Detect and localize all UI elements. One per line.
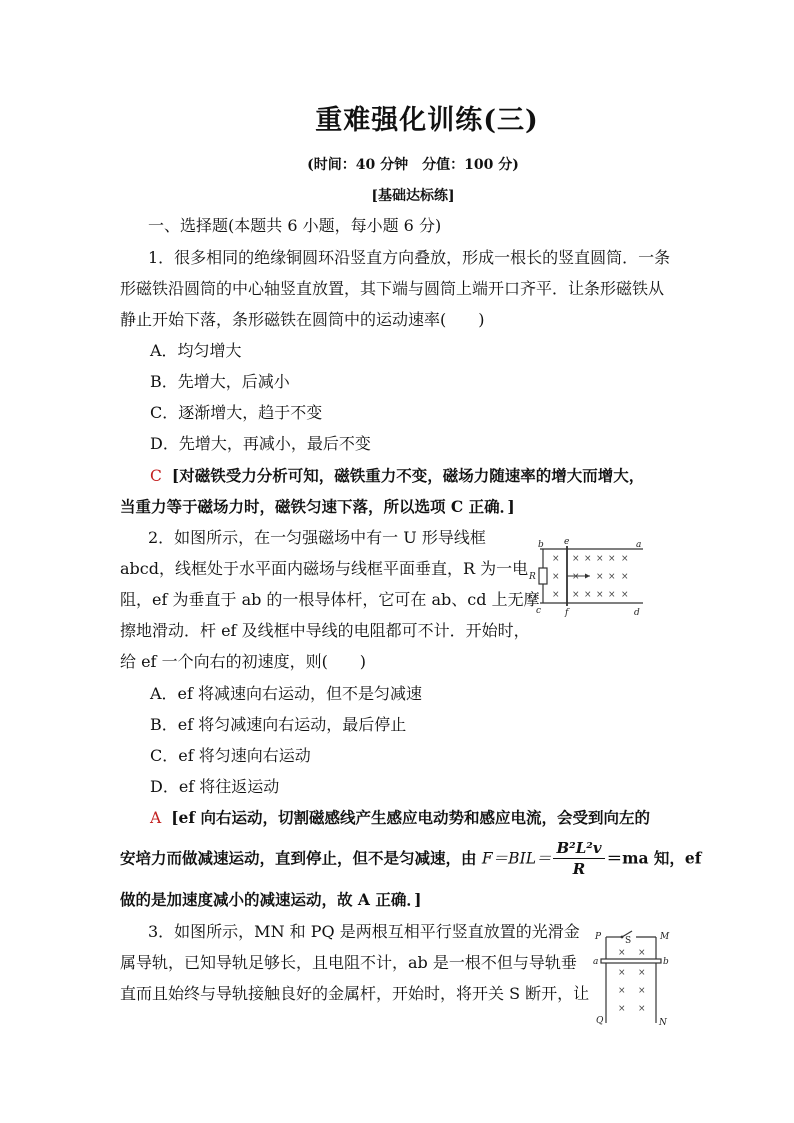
svg-text:×: ×	[608, 590, 616, 600]
page-title: 重难强化训练(三)	[315, 105, 539, 136]
q1-explanation-1: [对磁铁受力分析可知，磁铁重力不变，磁场力随速率的增大而增大，	[171, 466, 645, 485]
svg-text:×: ×	[618, 986, 626, 996]
label-b: b	[663, 957, 669, 967]
q2-line-1: 2．如图所示，在一匀强磁场中有一 U 形导线框	[148, 528, 486, 547]
q3-line-1: 3．如图所示，MN 和 PQ 是两根互相平行竖直放置的光滑金	[148, 922, 580, 941]
svg-text:×: ×	[621, 590, 629, 600]
rod-ab	[601, 959, 661, 963]
label-b: b	[538, 540, 544, 550]
svg-text:×: ×	[638, 1004, 646, 1014]
q2-line-3: 阻，ef 为垂直于 ab 的一根导体杆，它可在 ab、cd 上无摩	[120, 590, 540, 609]
svg-text:×: ×	[638, 948, 646, 958]
switch-pivot	[621, 936, 624, 939]
label-m: M	[660, 932, 670, 942]
q3-line-2: 属导轨，已知导轨足够长，且电阻不计，ab 是一根不但与导轨垂	[120, 953, 577, 972]
label-a: a	[636, 540, 642, 550]
label-s: S	[625, 936, 632, 946]
q2-line-5: 给 ef 一个向右的初速度，则( )	[120, 652, 367, 671]
svg-text:×: ×	[618, 1004, 626, 1014]
q3-rails-figure	[592, 925, 676, 1031]
q1-option-a: A．均匀增大	[150, 341, 242, 360]
svg-text:×: ×	[552, 590, 560, 600]
label-q: Q	[596, 1016, 604, 1026]
svg-text:×: ×	[621, 554, 629, 564]
q1-option-c: C．逐渐增大，趋于不变	[150, 403, 323, 422]
q2-line-2: abcd，线框处于水平面内磁场与线框平面垂直，R 为一电	[120, 559, 529, 578]
q1-explanation-2: 当重力等于磁场力时，磁铁匀速下落，所以选项 C 正确．]	[120, 497, 515, 516]
svg-text:×: ×	[584, 554, 592, 564]
svg-text:×: ×	[608, 554, 616, 564]
label-c: c	[536, 606, 542, 616]
label-f: f	[565, 608, 569, 618]
q2-option-d: D．ef 将往返运动	[150, 777, 280, 796]
svg-text:×: ×	[638, 986, 646, 996]
svg-text:×: ×	[572, 590, 580, 600]
svg-text:×: ×	[618, 968, 626, 978]
svg-text:×: ×	[596, 572, 604, 582]
label-r: R	[529, 572, 536, 582]
label-e: e	[564, 537, 570, 547]
svg-text:×: ×	[638, 968, 646, 978]
formula-lhs: F＝BIL＝	[481, 849, 552, 868]
q2-option-c: C．ef 将匀速向右运动	[150, 746, 311, 765]
q2-explanation-3: 做的是加速度减小的减速运动，故 A 正确．]	[120, 890, 422, 909]
svg-text:×: ×	[552, 554, 560, 564]
q2-explanation-1: [ef 向右运动，切割磁感线产生感应电动势和感应电流，会受到向左的	[171, 808, 650, 827]
svg-text:×: ×	[572, 554, 580, 564]
formula-fraction	[553, 838, 604, 879]
svg-text:×: ×	[618, 948, 626, 958]
q2-answer-letter: A	[150, 809, 162, 827]
q2-explanation-2-text: 安培力而做减速运动，直到停止，但不是匀减速，由	[120, 848, 477, 868]
svg-text:×: ×	[572, 572, 580, 582]
formula-numerator: B²L²v	[553, 838, 604, 859]
svg-text:×: ×	[552, 572, 560, 582]
q1-option-b: B．先增大，后减小	[150, 372, 290, 391]
page-subtitle: (时间：40 分钟 分值：100 分)	[307, 157, 519, 173]
section-heading: [基础达标练]	[371, 188, 455, 204]
svg-text:×: ×	[608, 572, 616, 582]
q1-line-2: 形磁铁沿圆筒的中心轴竖直放置，其下端与圆筒上端开口齐平．让条形磁铁从	[120, 279, 665, 298]
q2-line-4: 擦地滑动．杆 ef 及线框中导线的电阻都可不计．开始时，	[120, 621, 530, 640]
part-heading: 一、选择题(本题共 6 小题，每小题 6 分)	[148, 216, 442, 235]
q1-answer	[150, 466, 644, 486]
formula-denominator: R	[572, 860, 586, 878]
q2-circuit-figure	[528, 536, 648, 618]
svg-text:×: ×	[584, 590, 592, 600]
label-n: N	[659, 1018, 667, 1028]
q3-line-3: 直而且始终与导轨接触良好的金属杆，开始时，将开关 S 断开，让	[120, 984, 590, 1003]
svg-text:×: ×	[596, 590, 604, 600]
q2-option-a: A．ef 将减速向右运动，但不是匀减速	[150, 684, 423, 703]
q2-explanation-2	[120, 838, 701, 879]
magnetic-field-crosses	[552, 554, 629, 600]
resistor-r	[539, 568, 547, 584]
svg-text:×: ×	[596, 554, 604, 564]
q1-line-3: 静止开始下落，条形磁铁在圆筒中的运动速率( )	[120, 310, 485, 329]
q2-answer	[150, 808, 650, 828]
svg-text:×: ×	[621, 572, 629, 582]
q1-answer-letter: C	[150, 467, 162, 485]
q2-option-b: B．ef 将匀减速向右运动，最后停止	[150, 715, 407, 734]
label-a: a	[593, 957, 599, 967]
magnetic-field-crosses	[618, 948, 646, 1014]
q1-option-d: D．先增大，再减小，最后不变	[150, 434, 371, 453]
formula-rhs: ＝ma 知，ef	[606, 848, 702, 868]
label-d: d	[634, 608, 640, 618]
q1-line-1: 1．很多相同的绝缘铜圆环沿竖直方向叠放，形成一根长的竖直圆筒．一条	[148, 248, 671, 267]
label-p: P	[595, 932, 602, 942]
arrow-head	[585, 574, 590, 579]
